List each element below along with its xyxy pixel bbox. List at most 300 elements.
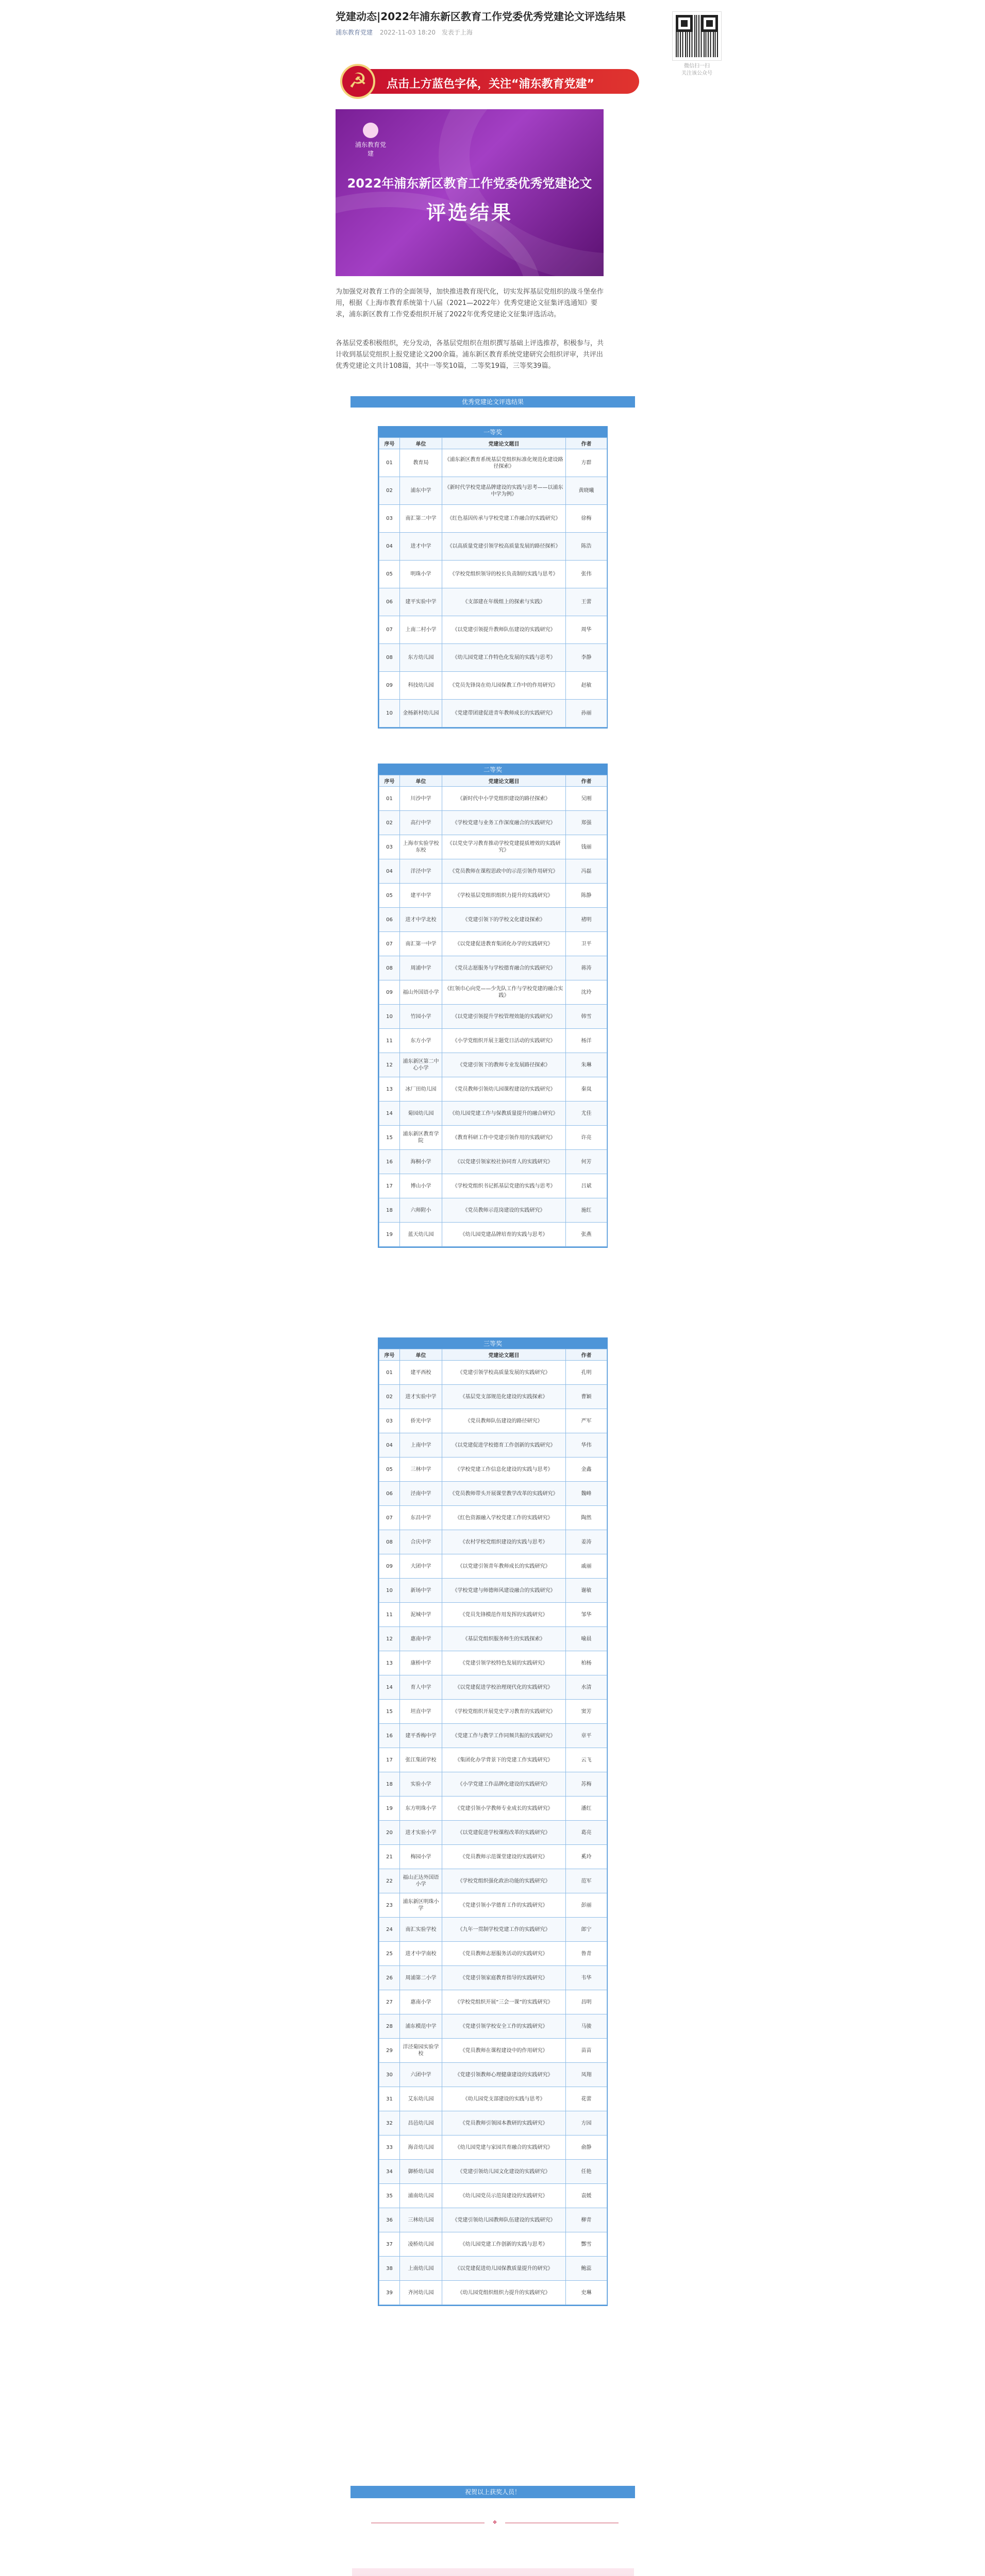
award-grade-header: 三等奖 <box>379 1338 607 1349</box>
table-row <box>379 859 607 884</box>
row-unit: 金杨新村幼儿园 <box>400 700 442 727</box>
row-unit: 博山小学 <box>400 1174 442 1198</box>
row-unit: 洋泾中学 <box>400 859 442 884</box>
row-number: 03 <box>379 505 400 533</box>
table-row <box>379 1126 607 1150</box>
award-grade-header: 二等奖 <box>379 765 607 775</box>
row-paper-title: 《集团化办学背景下的党建工作实践研究》 <box>442 1748 566 1772</box>
row-paper-title: 《党员教师带头开展课堂教学改革的实践研究》 <box>442 1482 566 1506</box>
row-number: 12 <box>379 1627 400 1651</box>
row-author: 郎宁 <box>566 1918 607 1942</box>
row-author: 张伟 <box>566 561 607 588</box>
row-number: 28 <box>379 2014 400 2039</box>
table-row <box>379 2232 607 2257</box>
table-row <box>379 1579 607 1603</box>
table-row <box>379 1700 607 1724</box>
row-paper-title: 《党员教师队伍建设的路径研究》 <box>442 1409 566 1433</box>
table-row <box>379 700 607 727</box>
hero-logo <box>355 123 386 158</box>
row-paper-title: 《党建引领下的学校文化建设探索》 <box>442 908 566 932</box>
row-author: 华伟 <box>566 1433 607 1458</box>
row-number: 06 <box>379 908 400 932</box>
row-number: 32 <box>379 2111 400 2136</box>
table-row <box>379 1942 607 1966</box>
qr-code-icon[interactable] <box>672 11 722 61</box>
row-number: 09 <box>379 672 400 700</box>
row-number: 02 <box>379 1385 400 1409</box>
row-paper-title: 《党员教师示范课堂建设的实践研究》 <box>442 1845 566 1869</box>
row-number: 20 <box>379 1821 400 1845</box>
row-unit: 艾东幼儿园 <box>400 2087 442 2111</box>
row-author: 邹华 <box>566 1603 607 1627</box>
row-paper-title: 《党建引领家庭教育指导的实践研究》 <box>442 1966 566 1990</box>
row-author: 鲍蕊 <box>566 2257 607 2281</box>
row-number: 14 <box>379 1675 400 1700</box>
table-row <box>379 1409 607 1433</box>
banner-text: 点击上方蓝色字体，关注“浦东教育党建” <box>387 78 594 91</box>
award-table <box>379 1349 607 2305</box>
row-number: 29 <box>379 2039 400 2063</box>
row-author: 昌明 <box>566 1990 607 2014</box>
table-row <box>379 616 607 644</box>
table-row <box>379 1150 607 1174</box>
row-paper-title: 《红色基因传承与学校党建工作融合的实践研究》 <box>442 505 566 533</box>
row-number: 15 <box>379 1126 400 1150</box>
row-paper-title: 《幼儿园党建品牌培育的实践与思考》 <box>442 1223 566 1247</box>
table-row <box>379 1101 607 1126</box>
row-paper-title: 《幼儿园党组织组织力提升的实践研究》 <box>442 2281 566 2305</box>
award-table <box>379 437 607 727</box>
row-number: 19 <box>379 1797 400 1821</box>
row-unit: 蓝天幼儿园 <box>400 1223 442 1247</box>
award-table-second <box>378 764 608 1248</box>
row-number: 10 <box>379 700 400 727</box>
row-paper-title: 《党员先锋岗在幼儿园保教工作中的作用研究》 <box>442 672 566 700</box>
row-unit: 东昌中学 <box>400 1506 442 1530</box>
row-author: 柏杨 <box>566 1651 607 1675</box>
row-number: 12 <box>379 1053 400 1077</box>
hero-logo-text: 浦东教育党建 <box>355 141 387 157</box>
row-author: 俞静 <box>566 2136 607 2160</box>
row-author: 范军 <box>566 1869 607 1893</box>
row-number: 23 <box>379 1893 400 1918</box>
row-unit: 育人中学 <box>400 1675 442 1700</box>
column-header: 作者 <box>566 775 607 787</box>
account-link[interactable]: 浦东教育党建 <box>336 29 373 36</box>
row-number: 17 <box>379 1748 400 1772</box>
row-author: 姜涛 <box>566 1530 607 1554</box>
row-paper-title: 《党员教师在课程思政中的示范引领作用研究》 <box>442 859 566 884</box>
table-row <box>379 2087 607 2111</box>
column-header: 党建论文题目 <box>442 1349 566 1361</box>
row-paper-title: 《以党建促进学校治理现代化的实践研究》 <box>442 1675 566 1700</box>
congrats-bar: 祝贺以上获奖人员！ <box>350 2486 635 2498</box>
row-number: 10 <box>379 1005 400 1029</box>
row-number: 01 <box>379 787 400 811</box>
row-number: 04 <box>379 1433 400 1458</box>
row-number: 05 <box>379 1458 400 1482</box>
row-paper-title: 《学校党组织强化政治功能的实践研究》 <box>442 1869 566 1893</box>
row-paper-title: 《学校党组织开展“三会一课”的实践研究》 <box>442 1990 566 2014</box>
table-row <box>379 1603 607 1627</box>
party-emblem-icon <box>340 64 375 99</box>
row-unit: 上南幼儿园 <box>400 2257 442 2281</box>
row-number: 05 <box>379 884 400 908</box>
row-author: 蒋涛 <box>566 956 607 980</box>
row-number: 01 <box>379 1361 400 1385</box>
row-author: 沈玲 <box>566 980 607 1005</box>
row-author: 孙丽 <box>566 700 607 727</box>
row-number: 09 <box>379 1554 400 1579</box>
table-row <box>379 477 607 505</box>
row-number: 24 <box>379 1918 400 1942</box>
row-paper-title: 《党建引领学校安全工作的实践研究》 <box>442 2014 566 2039</box>
column-header: 党建论文题目 <box>442 775 566 787</box>
row-author: 方群 <box>566 449 607 477</box>
row-author: 严军 <box>566 1409 607 1433</box>
qr-caption: 微信扫一扫 关注该公众号 <box>681 63 712 76</box>
row-unit: 惠南中学 <box>400 1627 442 1651</box>
column-header: 单位 <box>400 1349 442 1361</box>
row-unit: 南汇实验学校 <box>400 1918 442 1942</box>
table-row <box>379 884 607 908</box>
table-row <box>379 1077 607 1101</box>
row-author: 柳青 <box>566 2208 607 2232</box>
row-unit: 惠南小学 <box>400 1990 442 2014</box>
row-paper-title: 《党员教师志愿服务活动的实践研究》 <box>442 1942 566 1966</box>
row-paper-title: 《学校党建与业务工作深度融合的实践研究》 <box>442 811 566 835</box>
row-number: 30 <box>379 2063 400 2087</box>
row-unit: 海音幼儿园 <box>400 2136 442 2160</box>
row-number: 36 <box>379 2208 400 2232</box>
row-unit: 昌邑幼儿园 <box>400 2111 442 2136</box>
row-number: 04 <box>379 859 400 884</box>
row-unit: 三林中学 <box>400 1458 442 1482</box>
row-number: 39 <box>379 2281 400 2305</box>
row-number: 38 <box>379 2257 400 2281</box>
row-author: 徐梅 <box>566 505 607 533</box>
table-row <box>379 1651 607 1675</box>
table-row <box>379 1005 607 1029</box>
table-row <box>379 811 607 835</box>
row-paper-title: 《以党建引领家校社协同育人的实践研究》 <box>442 1150 566 1174</box>
column-header: 序号 <box>379 438 400 449</box>
row-author: 陈静 <box>566 884 607 908</box>
row-author: 黄晓曦 <box>566 477 607 505</box>
row-paper-title: 《基层党组织服务师生的实践探索》 <box>442 1627 566 1651</box>
row-author: 张燕 <box>566 1223 607 1247</box>
row-paper-title: 《党建引领幼儿园教师队伍建设的实践研究》 <box>442 2208 566 2232</box>
row-author: 方园 <box>566 2111 607 2136</box>
row-paper-title: 《党员教师引领园本教研的实践研究》 <box>442 2111 566 2136</box>
table-row <box>379 1029 607 1053</box>
row-unit: 坦直中学 <box>400 1700 442 1724</box>
row-number: 06 <box>379 1482 400 1506</box>
row-unit: 东方明珠小学 <box>400 1797 442 1821</box>
row-unit: 浦东新区明珠小学 <box>400 1893 442 1918</box>
table-row <box>379 1458 607 1482</box>
table-row <box>379 1506 607 1530</box>
row-unit: 上南二村小学 <box>400 616 442 644</box>
row-paper-title: 《党员志愿服务与学校德育融合的实践研究》 <box>442 956 566 980</box>
row-number: 13 <box>379 1077 400 1101</box>
row-unit: 泥城中学 <box>400 1603 442 1627</box>
row-paper-title: 《农村学校党组织建设的实践与思考》 <box>442 1530 566 1554</box>
table-header-row <box>379 775 607 787</box>
row-unit: 教育局 <box>400 449 442 477</box>
row-paper-title: 《以党建促进学校课程改革的实践研究》 <box>442 1821 566 1845</box>
row-paper-title: 《以党建引领提升教师队伍建设的实践研究》 <box>442 616 566 644</box>
row-author: 曹颖 <box>566 1385 607 1409</box>
row-author: 施红 <box>566 1198 607 1223</box>
award-table-first <box>378 426 608 728</box>
row-number: 10 <box>379 1579 400 1603</box>
row-author: 史琳 <box>566 2281 607 2305</box>
row-number: 35 <box>379 2184 400 2208</box>
row-number: 07 <box>379 1506 400 1530</box>
row-author: 凤翔 <box>566 2063 607 2087</box>
row-unit: 御桥幼儿园 <box>400 2160 442 2184</box>
row-author: 韦华 <box>566 1966 607 1990</box>
column-header: 党建论文题目 <box>442 438 566 449</box>
table-row <box>379 2208 607 2232</box>
row-paper-title: 《九年一贯制学校党建工作的实践研究》 <box>442 1918 566 1942</box>
table-row <box>379 1385 607 1409</box>
row-number: 07 <box>379 616 400 644</box>
row-unit: 洋泾菊园实验学校 <box>400 2039 442 2063</box>
table-row <box>379 1174 607 1198</box>
row-unit: 周浦第二小学 <box>400 1966 442 1990</box>
row-paper-title: 《党建引领小学教师专业成长的实践研究》 <box>442 1797 566 1821</box>
row-paper-title: 《党员教师引领幼儿园课程建设的实践研究》 <box>442 1077 566 1101</box>
row-unit: 建平香梅中学 <box>400 1724 442 1748</box>
row-paper-title: 《学校党建工作信息化建设的实践与思考》 <box>442 1458 566 1482</box>
row-author: 水清 <box>566 1675 607 1700</box>
row-paper-title: 《党建引领下的教师专业发展路径探索》 <box>442 1053 566 1077</box>
row-number: 09 <box>379 980 400 1005</box>
follow-banner[interactable] <box>340 61 646 103</box>
row-number: 37 <box>379 2232 400 2257</box>
row-author: 周华 <box>566 616 607 644</box>
row-author: 谢敏 <box>566 1579 607 1603</box>
table-row <box>379 588 607 616</box>
logo-icon <box>363 123 378 138</box>
row-paper-title: 《党建引领学校特色发展的实践研究》 <box>442 1651 566 1675</box>
row-author: 奚玲 <box>566 1845 607 1869</box>
table-row <box>379 908 607 932</box>
row-unit: 浦东新区教育学院 <box>400 1126 442 1150</box>
table-row <box>379 2160 607 2184</box>
award-table <box>379 775 607 1247</box>
row-unit: 菊园幼儿园 <box>400 1101 442 1126</box>
table-row <box>379 1675 607 1700</box>
row-author: 吴刚 <box>566 787 607 811</box>
row-paper-title: 《幼儿园党建工作特色化发展的实践与思考》 <box>442 644 566 672</box>
table-header-row <box>379 1349 607 1361</box>
row-number: 16 <box>379 1724 400 1748</box>
table-row <box>379 1223 607 1247</box>
row-number: 34 <box>379 2160 400 2184</box>
table-row <box>379 505 607 533</box>
table-row <box>379 1990 607 2014</box>
row-author: 褚明 <box>566 908 607 932</box>
row-number: 11 <box>379 1603 400 1627</box>
row-unit: 实验小学 <box>400 1772 442 1797</box>
row-number: 18 <box>379 1772 400 1797</box>
table-row <box>379 980 607 1005</box>
row-paper-title: 《学校党建与师德师风建设融合的实践研究》 <box>442 1579 566 1603</box>
table-header-row <box>379 438 607 449</box>
row-paper-title: 《以党史学习教育推动学校党建提质增效的实践研究》 <box>442 835 566 859</box>
row-unit: 建平西校 <box>400 1361 442 1385</box>
row-unit: 明珠小学 <box>400 561 442 588</box>
row-number: 19 <box>379 1223 400 1247</box>
row-paper-title: 《红色资源融入学校党建工作的实践研究》 <box>442 1506 566 1530</box>
table-row <box>379 2136 607 2160</box>
section-title-bar: 优秀党建论文评选结果 <box>350 396 635 408</box>
row-author: 李静 <box>566 644 607 672</box>
row-paper-title: 《以党建引领提升学校管理效能的实践研究》 <box>442 1005 566 1029</box>
row-paper-title: 《以党建促进教育集团化办学的实践研究》 <box>442 932 566 956</box>
row-author: 云飞 <box>566 1748 607 1772</box>
table-row <box>379 1482 607 1506</box>
row-unit: 三林幼儿园 <box>400 2208 442 2232</box>
row-unit: 浦南幼儿园 <box>400 2184 442 2208</box>
row-number: 33 <box>379 2136 400 2160</box>
row-unit: 进才中学北校 <box>400 908 442 932</box>
row-number: 08 <box>379 644 400 672</box>
row-author: 陶然 <box>566 1506 607 1530</box>
row-author: 花蕾 <box>566 2087 607 2111</box>
row-unit: 浦东模范中学 <box>400 2014 442 2039</box>
row-author: 金鑫 <box>566 1458 607 1482</box>
row-author: 酆雪 <box>566 2232 607 2257</box>
row-paper-title: 《学校党组织领导的校长负责制的实践与思考》 <box>442 561 566 588</box>
row-paper-title: 《小学党建工作品牌化建设的实践研究》 <box>442 1772 566 1797</box>
row-number: 04 <box>379 533 400 561</box>
row-author: 潘红 <box>566 1797 607 1821</box>
row-paper-title: 《幼儿园党员示范岗建设的实践研究》 <box>442 2184 566 2208</box>
row-author: 郑强 <box>566 811 607 835</box>
row-paper-title: 《基层党支部规范化建设的实践探索》 <box>442 1385 566 1409</box>
row-unit: 高行中学 <box>400 811 442 835</box>
row-paper-title: 《以高质量党建引领学校高质量发展的路径探析》 <box>442 533 566 561</box>
row-unit: 泾南中学 <box>400 1482 442 1506</box>
table-row <box>379 1797 607 1821</box>
row-unit: 凌桥幼儿园 <box>400 2232 442 2257</box>
row-author: 王蕾 <box>566 588 607 616</box>
row-unit: 竹园小学 <box>400 1005 442 1029</box>
row-number: 15 <box>379 1700 400 1724</box>
table-row <box>379 1053 607 1077</box>
table-row <box>379 533 607 561</box>
row-author: 马骏 <box>566 2014 607 2039</box>
row-number: 05 <box>379 561 400 588</box>
row-author: 朱琳 <box>566 1053 607 1077</box>
row-paper-title: 《以党建促进学校德育工作创新的实践研究》 <box>442 1433 566 1458</box>
table-row <box>379 1748 607 1772</box>
table-row <box>379 932 607 956</box>
row-author: 孔明 <box>566 1361 607 1385</box>
row-unit: 周浦中学 <box>400 956 442 980</box>
table-row <box>379 1845 607 1869</box>
row-paper-title: 《新时代中小学党组织建设的路径探索》 <box>442 787 566 811</box>
hero-image <box>336 109 604 276</box>
column-header: 作者 <box>566 1349 607 1361</box>
row-author: 钱丽 <box>566 835 607 859</box>
table-row <box>379 1361 607 1385</box>
row-paper-title: 《小学党组织开展主题党日活动的实践研究》 <box>442 1029 566 1053</box>
table-row <box>379 956 607 980</box>
row-author: 章平 <box>566 1724 607 1748</box>
hero-title-line2: 评选结果 <box>426 201 513 224</box>
row-paper-title: 《党建引领小学德育工作的实践研究》 <box>442 1893 566 1918</box>
column-header: 序号 <box>379 1349 400 1361</box>
column-header: 单位 <box>400 775 442 787</box>
row-unit: 浦东中学 <box>400 477 442 505</box>
row-number: 14 <box>379 1101 400 1126</box>
hero-title-line1: 2022年浦东新区教育工作党委优秀党建论文 <box>347 176 592 191</box>
row-unit: 福山正达外国语小学 <box>400 1869 442 1893</box>
table-row <box>379 835 607 859</box>
row-paper-title: 《党建带团建促进青年教师成长的实践研究》 <box>442 700 566 727</box>
row-unit: 进才中学南校 <box>400 1942 442 1966</box>
row-author: 秦岚 <box>566 1077 607 1101</box>
row-paper-title: 《新时代学校党建品牌建设的实践与思考——以浦东中学为例》 <box>442 477 566 505</box>
intro-paragraph-1: 为加强党对教育工作的全面领导，加快推进教育现代化，切实发挥基层党组织的战斗堡垒作用，根据《上海市教育系统第十八届（2021—2022年）优秀党建论文征集评选通知》要求，浦东新区教育工作党委组织开展了2022年优秀党建论文征集评选活动。 <box>336 288 604 318</box>
row-paper-title: 《学校党组织书记抓基层党建的实践与思考》 <box>442 1174 566 1198</box>
row-unit: 合庆中学 <box>400 1530 442 1554</box>
row-unit: 六团中学 <box>400 2063 442 2087</box>
row-unit: 建平中学 <box>400 884 442 908</box>
table-row <box>379 1966 607 1990</box>
row-number: 02 <box>379 811 400 835</box>
article-title: 党建动态|2022年浦东新区教育工作党委优秀党建论文评选结果 <box>336 10 626 23</box>
table-row <box>379 1918 607 1942</box>
table-row <box>379 1724 607 1748</box>
row-number: 08 <box>379 956 400 980</box>
table-row <box>379 2039 607 2063</box>
row-number: 27 <box>379 1990 400 2014</box>
table-row <box>379 787 607 811</box>
row-paper-title: 《学校基层党组织组织力提升的实践研究》 <box>442 884 566 908</box>
table-row <box>379 449 607 477</box>
table-row <box>379 2184 607 2208</box>
table-row <box>379 1554 607 1579</box>
row-unit: 南汇第一中学 <box>400 932 442 956</box>
ornament-divider <box>371 2520 619 2526</box>
table-row <box>379 2281 607 2305</box>
row-paper-title: 《学校党组织开展党史学习教育的实践研究》 <box>442 1700 566 1724</box>
row-author: 袁媛 <box>566 2184 607 2208</box>
row-unit: 侨光中学 <box>400 1409 442 1433</box>
row-unit: 海桐小学 <box>400 1150 442 1174</box>
row-number: 02 <box>379 477 400 505</box>
row-author: 赵敏 <box>566 672 607 700</box>
column-header: 单位 <box>400 438 442 449</box>
row-unit: 建平实验中学 <box>400 588 442 616</box>
row-paper-title: 《幼儿园党建工作与保教质量提升的融合研究》 <box>442 1101 566 1126</box>
row-unit: 进才实验中学 <box>400 1385 442 1409</box>
table-row <box>379 1627 607 1651</box>
row-number: 13 <box>379 1651 400 1675</box>
table-row <box>379 2257 607 2281</box>
table-row <box>379 1772 607 1797</box>
row-unit: 浦东新区第二中心小学 <box>400 1053 442 1077</box>
row-unit: 大团中学 <box>400 1554 442 1579</box>
row-author: 喻晨 <box>566 1627 607 1651</box>
row-paper-title: 《教育科研工作中党建引领作用的实践研究》 <box>442 1126 566 1150</box>
